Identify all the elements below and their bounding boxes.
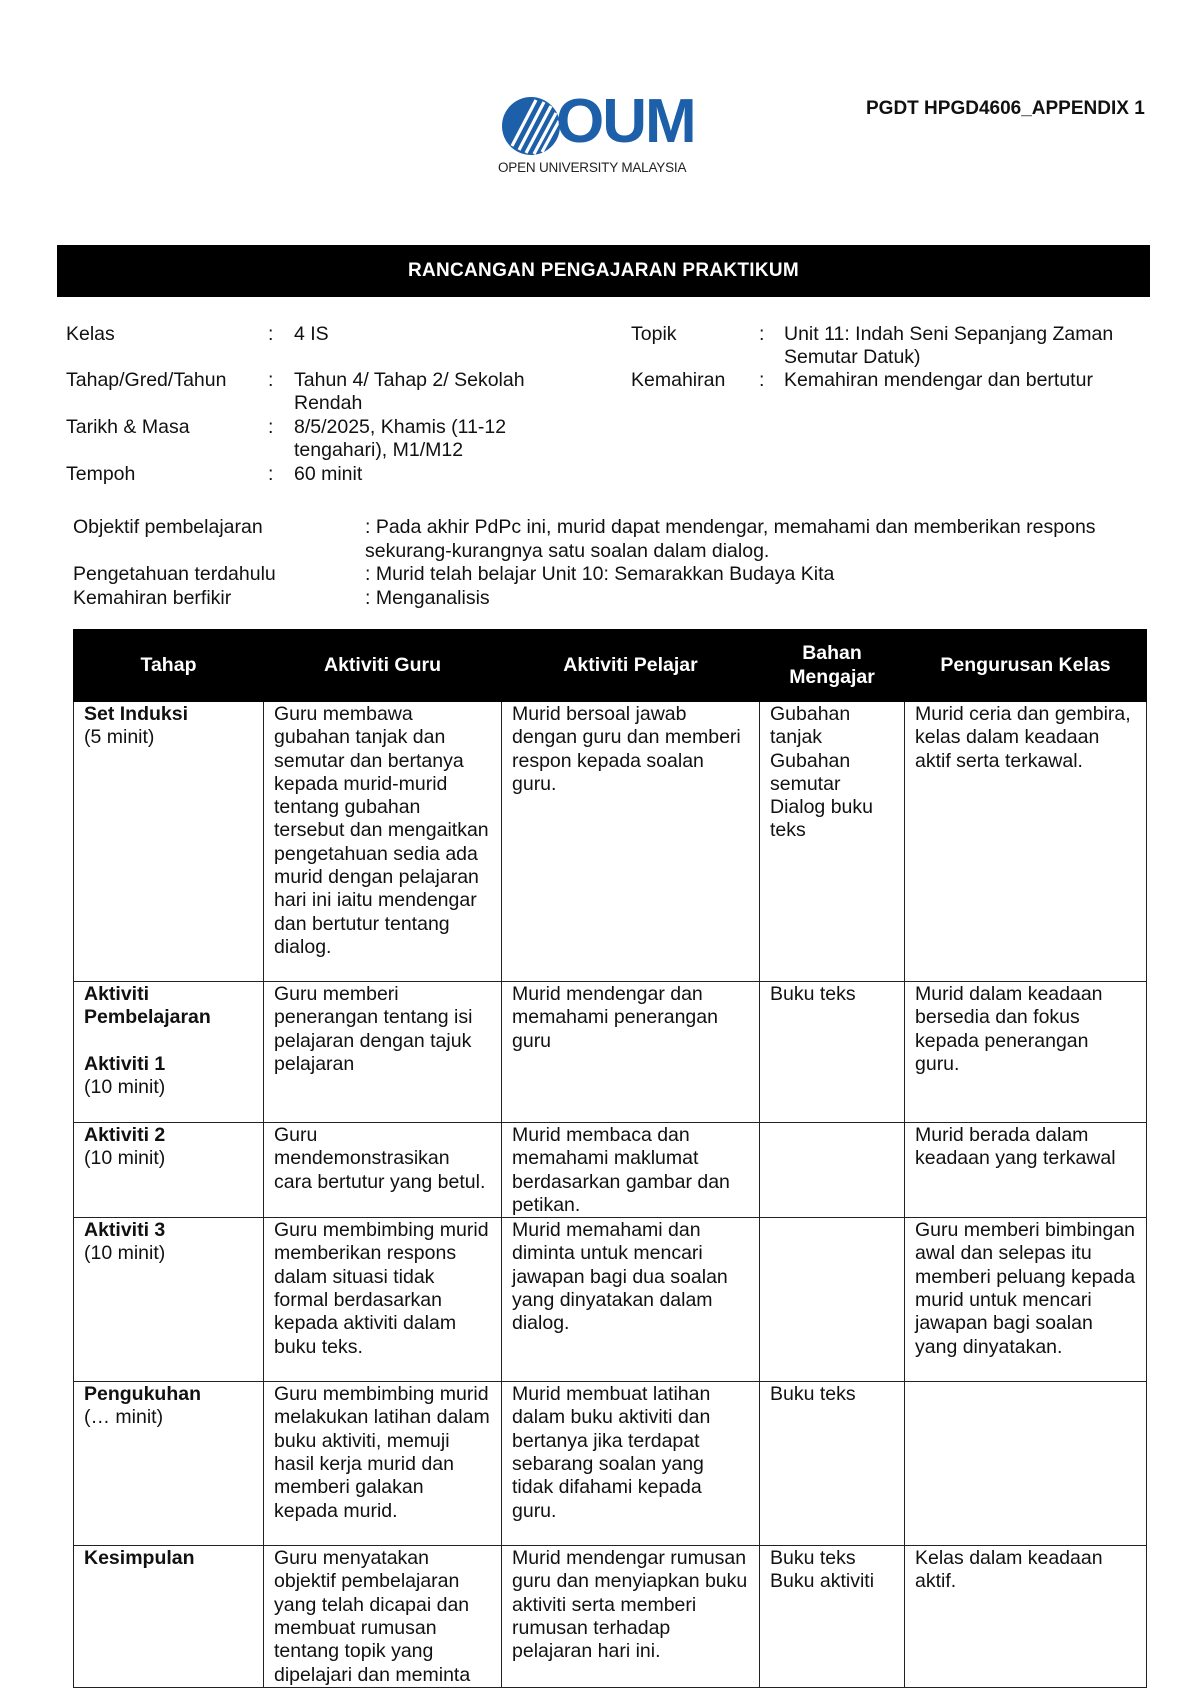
thinking-skill-label: Kemahiran berfikir [73,586,232,609]
cell-stage [74,1123,264,1218]
stage-title: Kesimpulan [84,1547,195,1570]
oum-logo-subtitle: OPEN UNIVERSITY MALAYSIA [498,160,687,175]
table-row [74,1382,1147,1546]
stage-duration: (10 minit) [84,1147,166,1170]
cell-guru: Guru mendemonstrasikan cara bertutur yang betul. [264,1123,502,1218]
cell-pelajar: Murid membaca dan memahami maklumat berdasarkan gambar dan petikan. [502,1123,760,1218]
objective-row [73,516,1135,563]
info-label-tarikh: Tarikh & Masa [66,416,190,438]
cell-pengurusan [905,1382,1147,1546]
info-value-tahap: Tahun 4/ Tahap 2/ Sekolah Rendah [294,369,525,414]
info-label-tempoh: Tempoh [66,463,136,485]
header-tahap: Tahap [74,630,264,702]
thinking-skill-value: : Menganalisis [365,586,490,609]
appendix-label: PGDT HPGD4606_APPENDIX 1 [866,98,1145,119]
cell-guru: Guru menyatakan objektif pembelajaran yang telah dicapai dan membuat rumusan tentang topik yang dipelajari dan meminta [264,1546,502,1688]
stage-subtitle: Aktiviti 1 [84,1052,166,1075]
prior-knowledge-row [73,563,1135,587]
table-row [74,1546,1147,1688]
cell-pelajar: Murid memahami dan diminta untuk mencari jawapan bagi dua soalan yang dinyatakan dalam dialog. [502,1218,760,1382]
stage-duration: (… minit) [84,1406,164,1429]
table-row [74,1218,1147,1382]
cell-pengurusan: Guru memberi bimbingan awal dan selepas itu memberi peluang kepada murid untuk mencari jawapan bagi soalan yang dinyatakan. [905,1218,1147,1382]
oum-logo [498,87,728,178]
objective-label: Objektif pembelajaran [73,516,263,538]
info-value-tarikh: 8/5/2025, Khamis (11-12 tengahari), M1/M12 [294,416,507,461]
cell-guru: Guru membawa gubahan tanjak dan semutar dan bertanya kepada murid-murid tentang gubahan tersebut dan mengaitkan pengetahuan sedia ada murid dengan pelajaran hari ini iaitu mendengar dan bertutur tentang dialog. [264,702,502,982]
stage-duration: (10 minit) [84,1242,166,1265]
table-row [74,1123,1147,1218]
cell-pengurusan: Murid dalam keadaan bersedia dan fokus kepada penerangan guru. [905,982,1147,1123]
info-right: Topik : Unit 11: Indah Seni Sepanjang Zaman Semutar Datuk) Kemahiran : Kemahiran mendengar dan bertutur [631,323,1151,413]
lesson-plan-table [73,629,1147,1688]
stage-title: Aktiviti Pembelajaran [84,983,211,1029]
info-label-topik: Topik [631,323,677,345]
oum-logo-mark-icon [502,97,560,155]
objective-value: : Pada akhir PdPc ini, murid dapat mendengar, memahami dan memberikan respons sekurang-kurangnya satu soalan dalam dialog. [365,516,1096,562]
cell-pengurusan: Kelas dalam keadaan aktif. [905,1546,1147,1688]
table-row [74,982,1147,1123]
cell-bahan: Buku teks [760,982,905,1123]
prior-knowledge-label: Pengetahuan terdahulu [73,563,276,585]
cell-pengurusan: Murid ceria dan gembira, kelas dalam keadaan aktif serta terkawal. [905,702,1147,982]
header-aktiviti-pelajar: Aktiviti Pelajar [502,630,760,702]
objectives [73,516,1135,610]
info-value-tempoh: 60 minit [294,463,363,485]
info-label-kemahiran: Kemahiran [631,369,726,391]
cell-bahan [760,1218,905,1382]
cell-stage [74,702,264,982]
prior-knowledge-value: : Murid telah belajar Unit 10: Semarakkan Budaya Kita [365,563,835,585]
stage-duration: (5 minit) [84,726,155,749]
cell-bahan: Gubahan tanjak Gubahan semutar Dialog buku teks [760,702,905,982]
table-header-row [74,630,1147,702]
cell-bahan: Buku teks [760,1382,905,1546]
header-bahan-mengajar: Bahan Mengajar [760,630,905,702]
cell-guru: Guru membimbing murid memberikan respons dalam situasi tidak formal berdasarkan kepada aktiviti dalam buku teks. [264,1218,502,1382]
stage-title: Set Induksi [84,703,189,725]
stage-duration: (10 minit) [84,1075,166,1098]
cell-pelajar: Murid bersoal jawab dengan guru dan memberi respon kepada soalan guru. [502,702,760,982]
cell-pelajar: Murid mendengar rumusan guru dan menyiapkan buku aktiviti serta memberi rumusan terhadap pelajaran hari ini. [502,1546,760,1688]
oum-logo-text: OUM [556,87,695,156]
info-value-kelas: 4 IS [294,323,329,345]
info-left: Kelas : 4 IS Tahap/Gred/Tahun : Tahun 4/ Tahap 2/ Sekolah Rendah Tarikh & Masa : 8/5/2025, Khamis (11-12 tengahari), M1/M12 Tempoh : 60 minit [66,323,626,493]
cell-pengurusan: Murid berada dalam keadaan yang terkawal [905,1123,1147,1218]
info-value-topik: Unit 11: Indah Seni Sepanjang Zaman Semutar Datuk) [784,323,1114,368]
info-value-kemahiran: Kemahiran mendengar dan bertutur [784,369,1093,391]
thinking-skill-row [73,587,1135,611]
stage-title: Aktiviti 2 [84,1124,166,1146]
info-label-kelas: Kelas [66,323,115,345]
title-bar [57,245,1150,297]
stage-title: Aktiviti 3 [84,1219,166,1242]
document-title: RANCANGAN PENGAJARAN PRAKTIKUM [407,260,800,281]
cell-bahan: Buku teks Buku aktiviti [760,1546,905,1688]
cell-stage [74,982,264,1123]
info-label-tahap: Tahap/Gred/Tahun [66,369,227,391]
table-row [74,702,1147,982]
cell-bahan [760,1123,905,1218]
header-aktiviti-guru: Aktiviti Guru [264,630,502,702]
stage-title: Pengukuhan [84,1383,202,1406]
cell-guru: Guru membimbing murid melakukan latihan dalam buku aktiviti, memuji hasil kerja murid dan memberi galakan kepada murid. [264,1382,502,1546]
cell-stage [74,1218,264,1382]
cell-stage [74,1382,264,1546]
cell-pelajar: Murid membuat latihan dalam buku aktiviti dan bertanya jika terdapat sebarang soalan yang tidak difahami kepada guru. [502,1382,760,1546]
cell-stage [74,1546,264,1688]
cell-pelajar: Murid mendengar dan memahami penerangan guru [502,982,760,1123]
cell-guru: Guru memberi penerangan tentang isi pelajaran dengan tajuk pelajaran [264,982,502,1123]
header-pengurusan-kelas: Pengurusan Kelas [905,630,1147,702]
